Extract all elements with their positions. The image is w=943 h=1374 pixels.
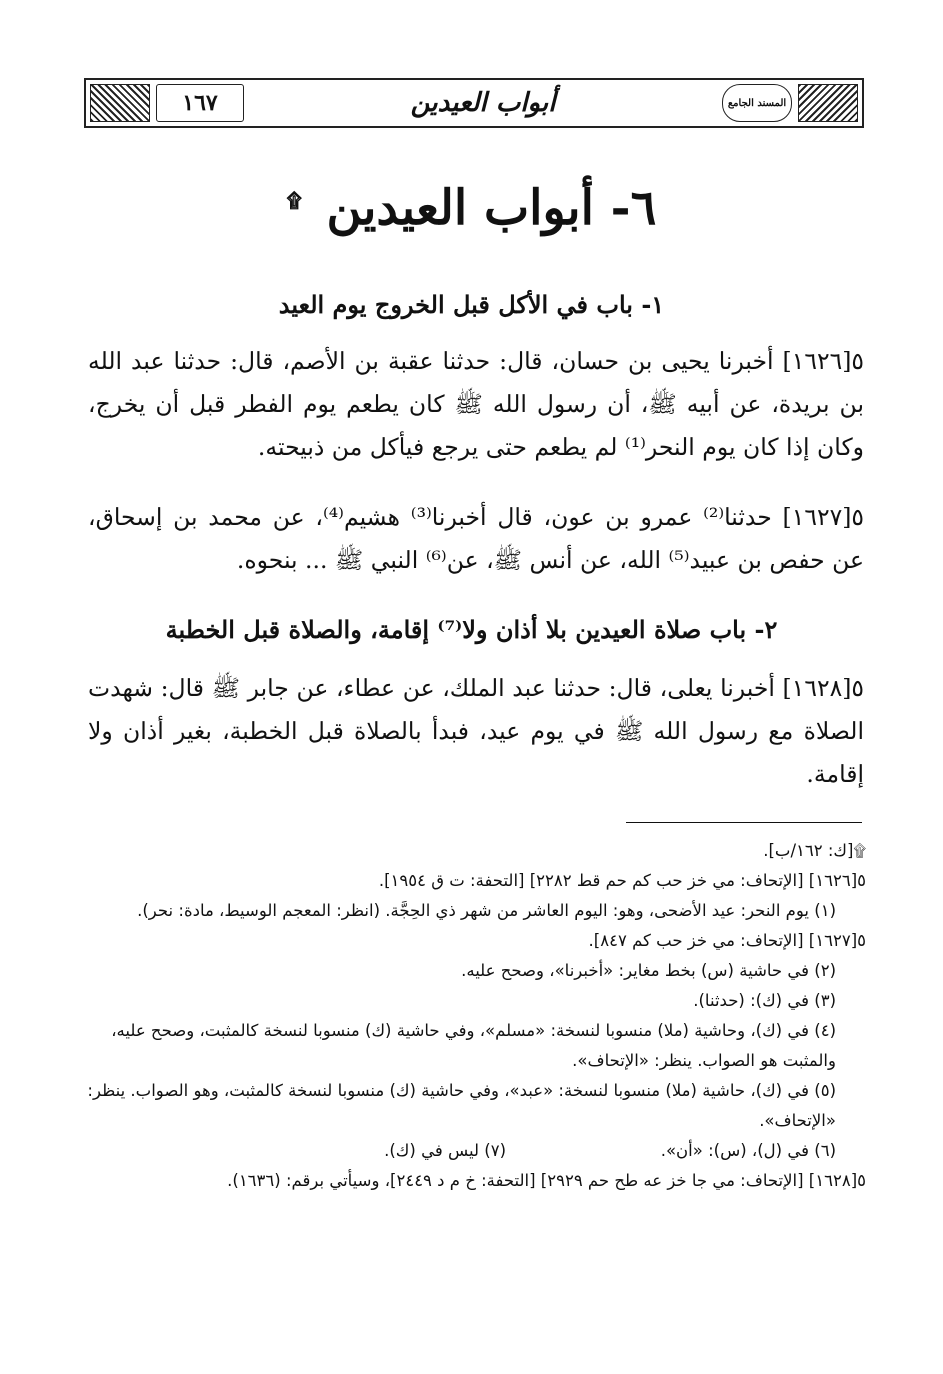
running-title: أبواب العيدين — [410, 88, 556, 118]
hadith-1628: ٥[١٦٢٨] أخبرنا يعلى، قال: حدثنا عبد الملك، عن عطاء، عن جابر ﷺ قال: شهدت الصلاة مع رسول الله ﷺ في يوم عيد، فبدأ بالصلاة قبل الخطبة، بغير أذان ولا إقامة. — [88, 674, 864, 788]
footnote-5: (٥) في (ك)، حاشية (ملا) منسوبا لنسخة: «عبد»، وفي حاشية (ك) منسوبا لنسخة كالمثبت، وهو الصواب. ينظر: «الإتحاف». — [87, 1081, 836, 1130]
section-heading-2: ٢- باب صلاة العيدين بلا أذان ولا⁽⁷⁾ إقامة، والصلاة قبل الخطبة — [165, 615, 778, 644]
footnote-1626-sources: ٥[١٦٢٦] [الإتحاف: مي خز حب كم حم قط ٢٢٨٢] [التحفة: ت ق ١٩٥٤]. — [378, 871, 866, 890]
header-ornament-left — [86, 82, 254, 124]
footnote-1628-sources: ٥[١٦٢٨] [الإتحاف: مي جا خز عه طح حم ٢٩٢٩] [التحفة: خ م د ٢٤٤٩]، وسيأتي برقم: (١٦٣٦). — [227, 1171, 866, 1190]
footnote-page-mark: ۩[ك: ١٦٢/ب]. — [763, 841, 866, 860]
section-heading-1: ١- باب في الأكل قبل الخروج يوم العيد — [278, 290, 665, 319]
footnote-4: (٤) في (ك)، وحاشية (ملا) منسوبا لنسخة: «مسلم»، وفي حاشية (ك) منسوبا لنسخة كالمثبت، وصحح عليه، والمثبت هو الصواب. ينظر: «الإتحاف». — [111, 1021, 836, 1070]
running-header — [84, 78, 864, 128]
page-mark-icon: ۩ — [286, 188, 302, 212]
footnote-6-7 — [84, 1136, 866, 1166]
ornament-pattern-icon — [90, 84, 150, 122]
footnote-3: (٣) في (ك): (حدثنا). — [693, 991, 836, 1010]
footnote-2: (٢) في حاشية (س) بخط مغاير: «أخبرنا»، وصحح عليه. — [461, 961, 836, 980]
book-seal: المسند الجامع — [722, 84, 792, 122]
footnote-7: (٧) ليس في (ك). — [384, 1141, 506, 1160]
ornament-pattern-icon — [798, 84, 858, 122]
footnote-6: (٦) في (ل)، (س): «أن». — [660, 1141, 836, 1160]
footnote-1627-sources: ٥[١٦٢٧] [الإتحاف: مي خز حب كم ٨٤٧]. — [588, 931, 866, 950]
footnote-separator — [626, 822, 862, 823]
hadith-1627: ٥[١٦٢٧] حدثنا⁽²⁾ عمرو بن عون، قال أخبرنا⁽³⁾ هشيم⁽⁴⁾، عن محمد بن إسحاق، عن حفص بن عبيد⁽⁵⁾ الله، عن أنس ﷺ، عن⁽⁶⁾ النبي ﷺ ... بنحوه. — [88, 503, 864, 574]
footnotes — [84, 836, 866, 1196]
hadith-1626: ٥[١٦٢٦] أخبرنا يحيى بن حسان، قال: حدثنا عقبة بن الأصم، قال: حدثنا عبد الله بن بريدة، عن أبيه ﷺ، أن رسول الله ﷺ كان يطعم يوم الفطر قبل أن يخرج، وكان إذا كان يوم النحر⁽¹⁾ لم يطعم حتى يرجع فيأكل من ذبيحته. — [88, 347, 864, 461]
footnote-1: (١) يوم النحر: عيد الأضحى، وهو: اليوم العاشر من شهر ذي الحِجَّة. (انظر: المعجم الوسيط، مادة: نحر). — [137, 901, 836, 920]
page-number: ١٦٧ — [156, 84, 244, 122]
chapter-title-text: ٦- أبواب العيدين — [326, 180, 657, 236]
header-ornament-right — [712, 82, 862, 124]
chapter-title — [0, 180, 943, 236]
